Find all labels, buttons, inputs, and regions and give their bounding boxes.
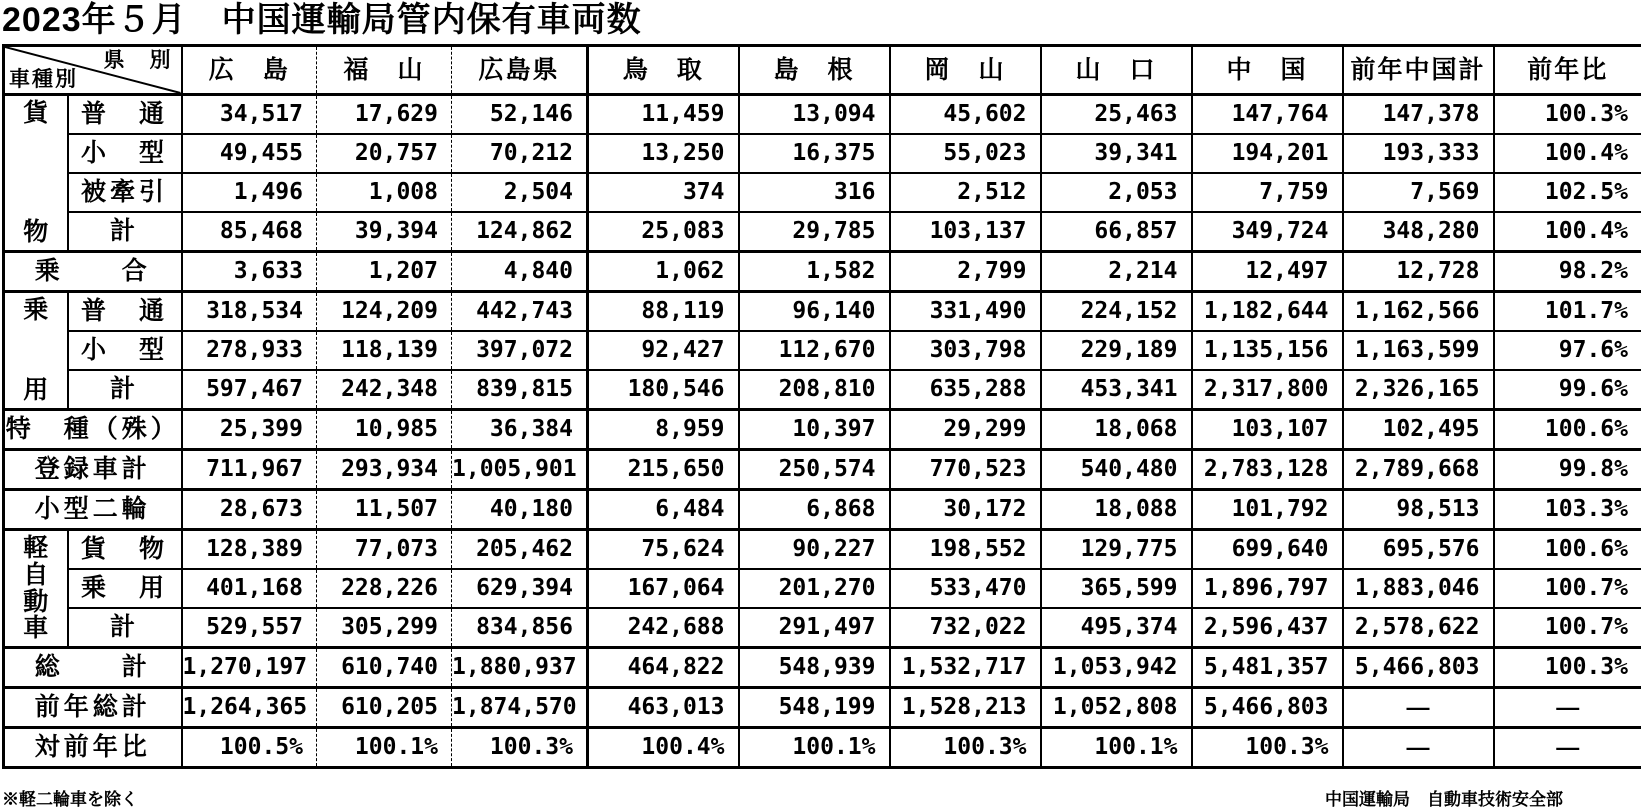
value-cell: 250,574 <box>739 450 890 490</box>
table-row <box>4 134 1641 173</box>
value-cell: 98.2% <box>1494 252 1641 292</box>
value-cell: 348,280 <box>1343 212 1494 252</box>
value-cell: 18,068 <box>1041 410 1192 450</box>
row-label: 小型二輪 <box>4 490 182 530</box>
value-cell: 102,495 <box>1343 410 1494 450</box>
value-cell: 55,023 <box>890 134 1041 173</box>
value-cell: 1,496 <box>182 173 317 212</box>
value-cell: 699,640 <box>1192 530 1343 570</box>
row-label: 対前年比 <box>4 728 182 768</box>
column-header: 前年中国計 <box>1343 46 1494 95</box>
value-cell: 100.6% <box>1494 530 1641 570</box>
value-cell: 1,874,570 <box>452 688 588 728</box>
table-row <box>4 688 1641 728</box>
value-cell: 629,394 <box>452 569 588 608</box>
value-cell: 39,394 <box>317 212 452 252</box>
row-group-char: 動 <box>23 590 48 615</box>
value-cell: 397,072 <box>452 331 588 370</box>
value-cell: 20,757 <box>317 134 452 173</box>
value-cell: 1,207 <box>317 252 452 292</box>
value-cell: 2,214 <box>1041 252 1192 292</box>
row-group-char: 貨 <box>23 101 48 126</box>
value-cell: 147,378 <box>1343 95 1494 135</box>
value-cell: 28,673 <box>182 490 317 530</box>
value-cell: 101,792 <box>1192 490 1343 530</box>
value-cell: 100.3% <box>890 728 1041 768</box>
value-cell: 635,288 <box>890 370 1041 410</box>
value-cell: 303,798 <box>890 331 1041 370</box>
value-cell: 13,094 <box>739 95 890 135</box>
table-row <box>4 370 1641 410</box>
value-cell: 5,481,357 <box>1192 648 1343 688</box>
value-cell: 2,512 <box>890 173 1041 212</box>
row-label: 計 <box>68 212 182 252</box>
value-cell: 7,759 <box>1192 173 1343 212</box>
value-cell: 85,468 <box>182 212 317 252</box>
value-cell: 88,119 <box>588 292 739 332</box>
value-cell: 2,053 <box>1041 173 1192 212</box>
table-row <box>4 331 1641 370</box>
value-cell: 193,333 <box>1343 134 1494 173</box>
value-cell: 112,670 <box>739 331 890 370</box>
value-cell: 2,326,165 <box>1343 370 1494 410</box>
row-label: 前年総計 <box>4 688 182 728</box>
value-cell: 349,724 <box>1192 212 1343 252</box>
value-cell: 10,397 <box>739 410 890 450</box>
value-cell: 453,341 <box>1041 370 1192 410</box>
value-cell: 2,799 <box>890 252 1041 292</box>
row-label: 被牽引 <box>68 173 182 212</box>
value-cell: 103,137 <box>890 212 1041 252</box>
value-cell: 229,189 <box>1041 331 1192 370</box>
table-row <box>4 569 1641 608</box>
row-label: 乗 用 <box>68 569 182 608</box>
value-cell: 1,005,901 <box>452 450 588 490</box>
value-cell: 124,209 <box>317 292 452 332</box>
value-cell: 167,064 <box>588 569 739 608</box>
value-cell: 1,135,156 <box>1192 331 1343 370</box>
value-cell: 100.1% <box>1041 728 1192 768</box>
value-cell: 1,052,808 <box>1041 688 1192 728</box>
value-cell: 291,497 <box>739 608 890 648</box>
table-row <box>4 648 1641 688</box>
column-header: 岡 山 <box>890 46 1041 95</box>
value-cell: 1,270,197 <box>182 648 317 688</box>
value-cell: 610,740 <box>317 648 452 688</box>
value-cell: 7,569 <box>1343 173 1494 212</box>
value-cell: 100.7% <box>1494 608 1641 648</box>
value-cell: 100.4% <box>1494 134 1641 173</box>
value-cell: 8,959 <box>588 410 739 450</box>
value-cell: 1,532,717 <box>890 648 1041 688</box>
table-row <box>4 95 1641 135</box>
table-row <box>4 530 1641 570</box>
value-cell: 100.4% <box>588 728 739 768</box>
value-cell: 12,728 <box>1343 252 1494 292</box>
footnotes <box>2 785 1639 810</box>
value-cell: 92,427 <box>588 331 739 370</box>
value-cell: 6,484 <box>588 490 739 530</box>
value-cell: 839,815 <box>452 370 588 410</box>
value-cell: 128,389 <box>182 530 317 570</box>
value-cell: 305,299 <box>317 608 452 648</box>
corner-label-prefecture: 県 別 <box>104 50 173 71</box>
value-cell: 208,810 <box>739 370 890 410</box>
value-cell: 11,507 <box>317 490 452 530</box>
table-row <box>4 450 1641 490</box>
column-header: 島 根 <box>739 46 890 95</box>
value-cell: 1,008 <box>317 173 452 212</box>
value-cell: 1,528,213 <box>890 688 1041 728</box>
value-cell: 463,013 <box>588 688 739 728</box>
table-row <box>4 728 1641 768</box>
value-cell: 90,227 <box>739 530 890 570</box>
row-label: 普 通 <box>68 95 182 135</box>
value-cell: 129,775 <box>1041 530 1192 570</box>
value-cell: 99.8% <box>1494 450 1641 490</box>
value-cell: 36,384 <box>452 410 588 450</box>
value-cell: 1,896,797 <box>1192 569 1343 608</box>
value-cell: 215,650 <box>588 450 739 490</box>
value-cell: 13,250 <box>588 134 739 173</box>
row-label: 特 種（殊） <box>4 410 182 450</box>
row-group-label <box>4 530 68 648</box>
row-group-char: 車 <box>23 616 48 641</box>
row-label: 計 <box>68 370 182 410</box>
value-cell: 597,467 <box>182 370 317 410</box>
row-label: 計 <box>68 608 182 648</box>
value-cell: 77,073 <box>317 530 452 570</box>
value-cell: 29,299 <box>890 410 1041 450</box>
value-cell: 442,743 <box>452 292 588 332</box>
value-cell: 278,933 <box>182 331 317 370</box>
value-cell: 102.5% <box>1494 173 1641 212</box>
value-cell: 2,504 <box>452 173 588 212</box>
value-cell: 6,868 <box>739 490 890 530</box>
page-title: 2023年５月 中国運輸局管内保有車両数 <box>2 2 1641 39</box>
row-group-char: 用 <box>23 378 48 403</box>
value-cell: 99.6% <box>1494 370 1641 410</box>
value-cell: 711,967 <box>182 450 317 490</box>
value-cell: 224,152 <box>1041 292 1192 332</box>
row-group-label <box>4 95 68 252</box>
value-cell: 201,270 <box>739 569 890 608</box>
value-cell: 25,083 <box>588 212 739 252</box>
value-cell: 45,602 <box>890 95 1041 135</box>
value-cell: 98,513 <box>1343 490 1494 530</box>
value-cell: 124,862 <box>452 212 588 252</box>
value-cell: 695,576 <box>1343 530 1494 570</box>
value-cell: 17,629 <box>317 95 452 135</box>
value-cell: 464,822 <box>588 648 739 688</box>
row-group-label <box>4 292 68 410</box>
value-cell: 118,139 <box>317 331 452 370</box>
value-cell: 548,199 <box>739 688 890 728</box>
value-cell: 29,785 <box>739 212 890 252</box>
value-cell: 100.1% <box>317 728 452 768</box>
value-cell: 180,546 <box>588 370 739 410</box>
column-header: 鳥 取 <box>588 46 739 95</box>
value-cell: 40,180 <box>452 490 588 530</box>
table-row <box>4 173 1641 212</box>
value-cell: 2,789,668 <box>1343 450 1494 490</box>
column-header: 広 島 <box>182 46 317 95</box>
value-cell: 2,783,128 <box>1192 450 1343 490</box>
row-group-char: 自 <box>23 563 48 588</box>
value-cell: 401,168 <box>182 569 317 608</box>
value-cell: 770,523 <box>890 450 1041 490</box>
value-cell: 242,348 <box>317 370 452 410</box>
value-cell: 198,552 <box>890 530 1041 570</box>
value-cell: 12,497 <box>1192 252 1343 292</box>
value-cell: ― <box>1494 688 1641 728</box>
value-cell: 101.7% <box>1494 292 1641 332</box>
table-row <box>4 608 1641 648</box>
value-cell: 96,140 <box>739 292 890 332</box>
value-cell: 30,172 <box>890 490 1041 530</box>
value-cell: 331,490 <box>890 292 1041 332</box>
value-cell: 52,146 <box>452 95 588 135</box>
value-cell: 1,053,942 <box>1041 648 1192 688</box>
value-cell: 49,455 <box>182 134 317 173</box>
value-cell: 100.3% <box>1192 728 1343 768</box>
value-cell: 205,462 <box>452 530 588 570</box>
value-cell: 66,857 <box>1041 212 1192 252</box>
value-cell: 1,162,566 <box>1343 292 1494 332</box>
value-cell: 2,317,800 <box>1192 370 1343 410</box>
value-cell: 318,534 <box>182 292 317 332</box>
value-cell: 1,163,599 <box>1343 331 1494 370</box>
value-cell: 5,466,803 <box>1192 688 1343 728</box>
table-row <box>4 292 1641 332</box>
value-cell: 11,459 <box>588 95 739 135</box>
row-group-char: 乗 <box>23 298 48 323</box>
value-cell: 3,633 <box>182 252 317 292</box>
value-cell: 1,264,365 <box>182 688 317 728</box>
value-cell: 533,470 <box>890 569 1041 608</box>
row-group-char: 軽 <box>23 536 48 561</box>
value-cell: 194,201 <box>1192 134 1343 173</box>
value-cell: 540,480 <box>1041 450 1192 490</box>
vehicle-stats-table <box>2 44 1641 769</box>
value-cell: 147,764 <box>1192 95 1343 135</box>
value-cell: 1,880,937 <box>452 648 588 688</box>
value-cell: 5,466,803 <box>1343 648 1494 688</box>
column-header: 福 山 <box>317 46 452 95</box>
value-cell: 100.4% <box>1494 212 1641 252</box>
value-cell: 529,557 <box>182 608 317 648</box>
row-label: 貨 物 <box>68 530 182 570</box>
value-cell: ― <box>1343 688 1494 728</box>
corner-label-vehicle-type: 車種別 <box>9 69 78 90</box>
value-cell: 25,399 <box>182 410 317 450</box>
value-cell: 103.3% <box>1494 490 1641 530</box>
value-cell: 548,939 <box>739 648 890 688</box>
value-cell: 10,985 <box>317 410 452 450</box>
value-cell: 228,226 <box>317 569 452 608</box>
value-cell: 18,088 <box>1041 490 1192 530</box>
value-cell: 103,107 <box>1192 410 1343 450</box>
value-cell: 1,582 <box>739 252 890 292</box>
value-cell: 495,374 <box>1041 608 1192 648</box>
row-label: 乗 合 <box>4 252 182 292</box>
value-cell: 34,517 <box>182 95 317 135</box>
row-label: 総 計 <box>4 648 182 688</box>
row-label: 小 型 <box>68 134 182 173</box>
value-cell: 610,205 <box>317 688 452 728</box>
table-row <box>4 410 1641 450</box>
value-cell: 75,624 <box>588 530 739 570</box>
table-row <box>4 490 1641 530</box>
value-cell: 100.3% <box>1494 95 1641 135</box>
footnote-exclusion: ※軽二輪車を除く <box>2 785 138 810</box>
column-header: 中 国 <box>1192 46 1343 95</box>
value-cell: 39,341 <box>1041 134 1192 173</box>
value-cell: 316 <box>739 173 890 212</box>
row-label: 普 通 <box>68 292 182 332</box>
value-cell: 2,578,622 <box>1343 608 1494 648</box>
value-cell: 25,463 <box>1041 95 1192 135</box>
value-cell: 16,375 <box>739 134 890 173</box>
value-cell: 97.6% <box>1494 331 1641 370</box>
value-cell: 1,182,644 <box>1192 292 1343 332</box>
value-cell: 242,688 <box>588 608 739 648</box>
value-cell: 100.3% <box>452 728 588 768</box>
value-cell: 100.5% <box>182 728 317 768</box>
value-cell: 100.7% <box>1494 569 1641 608</box>
column-header: 前年比 <box>1494 46 1641 95</box>
value-cell: 2,596,437 <box>1192 608 1343 648</box>
value-cell: 1,062 <box>588 252 739 292</box>
value-cell: 365,599 <box>1041 569 1192 608</box>
value-cell: 70,212 <box>452 134 588 173</box>
value-cell: 100.6% <box>1494 410 1641 450</box>
column-header: 山 口 <box>1041 46 1192 95</box>
value-cell: ― <box>1494 728 1641 768</box>
footnote-source: 中国運輸局 自動車技術安全部 <box>1325 785 1639 810</box>
value-cell: 4,840 <box>452 252 588 292</box>
value-cell: ― <box>1343 728 1494 768</box>
table-row <box>4 252 1641 292</box>
value-cell: 834,856 <box>452 608 588 648</box>
value-cell: 100.1% <box>739 728 890 768</box>
value-cell: 374 <box>588 173 739 212</box>
header-row <box>4 46 1641 95</box>
row-group-char: 物 <box>23 220 48 245</box>
value-cell: 293,934 <box>317 450 452 490</box>
value-cell: 1,883,046 <box>1343 569 1494 608</box>
table-row <box>4 212 1641 252</box>
row-label: 小 型 <box>68 331 182 370</box>
row-label: 登録車計 <box>4 450 182 490</box>
value-cell: 732,022 <box>890 608 1041 648</box>
column-header: 広島県 <box>452 46 588 95</box>
corner-header-cell <box>4 46 182 95</box>
value-cell: 100.3% <box>1494 648 1641 688</box>
